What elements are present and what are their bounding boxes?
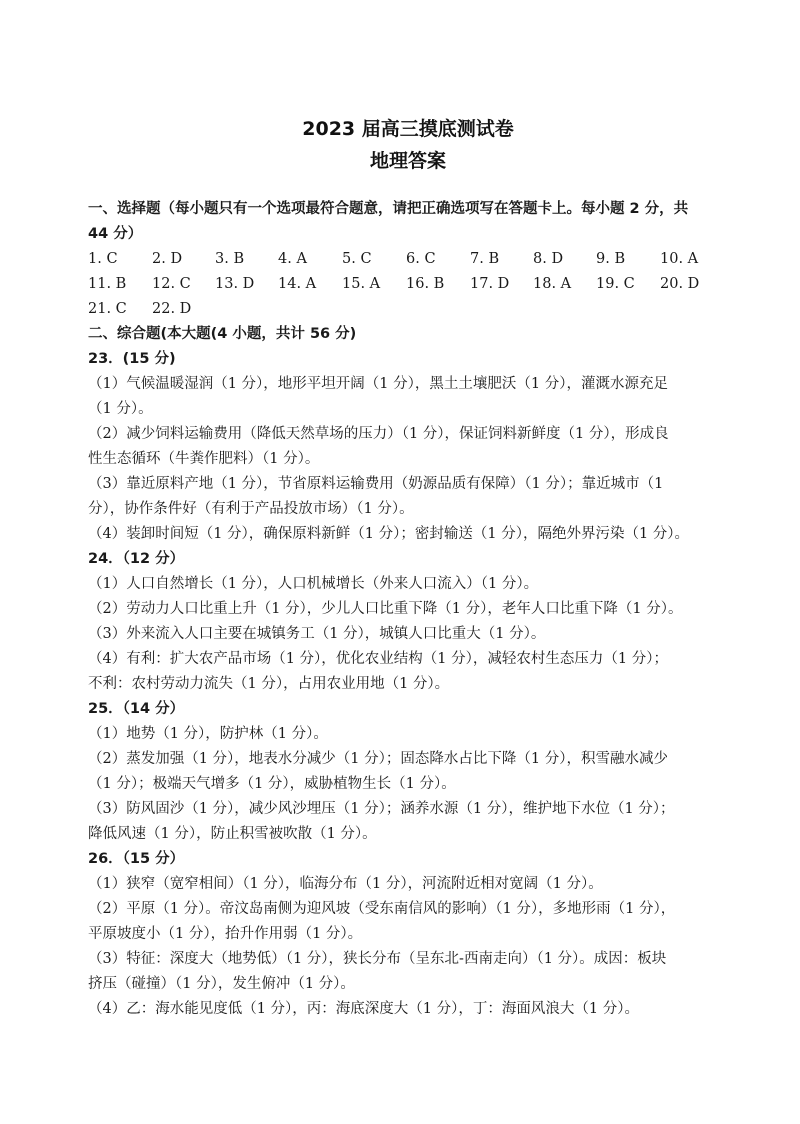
answer-line: （1 分）。 <box>88 401 153 417</box>
mcq-answer: 8. D <box>533 251 564 267</box>
question-26-heading: 26．（15 分） <box>88 851 185 867</box>
answer-line: （4）有利：扩大农产品市场（1 分），优化农业结构（1 分），减轻农村生态压力（1 分）； <box>88 651 668 667</box>
mcq-answer: 17. D <box>470 276 510 292</box>
mcq-answer: 18. A <box>533 276 572 292</box>
mcq-answer: 21. C <box>88 301 127 317</box>
answer-line: 挤压（碰撞）（1 分），发生俯冲（1 分）。 <box>88 976 355 992</box>
mcq-answer: 12. C <box>152 276 191 292</box>
page-subtitle: 地理答案 <box>369 150 446 172</box>
mcq-answer: 6. C <box>406 251 436 267</box>
answer-line: 性生态循环（牛粪作肥料）（1 分）。 <box>88 451 320 467</box>
answer-line: （3）外来流入人口主要在城镇务工（1 分），城镇人口比重大（1 分）。 <box>88 626 546 642</box>
answer-line: （3）靠近原料产地（1 分），节省原料运输费用（奶源品质有保障）（1 分）；靠近城市（1 <box>88 476 664 492</box>
answer-line: 分），协作条件好（有利于产品投放市场）（1 分）。 <box>88 501 414 517</box>
section2-heading: 二、综合题(本大题(4 小题，共计 56 分) <box>88 326 357 342</box>
mcq-answer-row <box>88 249 728 269</box>
answer-line: （4）装卸时间短（1 分），确保原料新鲜（1 分）；密封输送（1 分），隔绝外界污染（1 分）。 <box>88 526 690 542</box>
mcq-answer: 13. D <box>215 276 255 292</box>
section1-heading-cont: 44 分） <box>88 226 143 242</box>
mcq-answer: 15. A <box>342 276 381 292</box>
mcq-answer: 20. D <box>660 276 700 292</box>
answer-line: （4）乙：海水能见度低（1 分），丙：海底深度大（1 分），丁：海面风浪大（1 分）。 <box>88 1001 639 1017</box>
answer-line: （1）狭窄（宽窄相间）（1 分），临海分布（1 分），河流附近相对宽阔（1 分）。 <box>88 876 603 892</box>
section1-heading: 一、选择题（每小题只有一个选项最符合题意，请把正确选项写在答题卡上。每小题 2 分，共 <box>88 201 689 217</box>
answer-line: （1）地势（1 分），防护林（1 分）。 <box>88 726 328 742</box>
mcq-answer: 4. A <box>278 251 307 267</box>
mcq-answer: 11. B <box>88 276 127 292</box>
question-25-heading: 25．（14 分） <box>88 701 185 717</box>
mcq-answer: 10. A <box>660 251 699 267</box>
answer-line: （3）防风固沙（1 分），减少风沙埋压（1 分）；涵养水源（1 分），维护地下水位（1 分）； <box>88 801 675 817</box>
mcq-answer: 16. B <box>406 276 445 292</box>
mcq-answer: 1. C <box>88 251 118 267</box>
answer-line: （2）蒸发加强（1 分），地表水分减少（1 分）；固态降水占比下降（1 分），积雪融水减少 <box>88 751 668 767</box>
mcq-answer: 2. D <box>152 251 183 267</box>
answer-line: 不利：农村劳动力流失（1 分），占用农业用地（1 分）。 <box>88 676 450 692</box>
question-24-heading: 24．（12 分） <box>88 551 185 567</box>
answer-line: （2）劳动力人口比重上升（1 分），少儿人口比重下降（1 分），老年人口比重下降（1 分）。 <box>88 601 683 617</box>
mcq-answer: 22. D <box>152 301 192 317</box>
answer-line: 降低风速（1 分），防止积雪被吹散（1 分）。 <box>88 826 377 842</box>
mcq-answer: 5. C <box>342 251 372 267</box>
answer-line: （2）平原（1 分）。帝汶岛南侧为迎风坡（受东南信风的影响）（1 分），多地形雨（1 分）， <box>88 901 676 917</box>
mcq-answer: 19. C <box>596 276 635 292</box>
mcq-answer: 14. A <box>278 276 317 292</box>
mcq-answer: 9. B <box>596 251 626 267</box>
answer-line: （2）减少饲料运输费用（降低天然草场的压力）（1 分），保证饲料新鲜度（1 分），形成良 <box>88 426 669 442</box>
mcq-answer: 7. B <box>470 251 500 267</box>
answer-line: （3）特征：深度大（地势低）（1 分），狭长分布（呈东北-西南走向）（1 分）。成因：板块 <box>88 951 667 967</box>
mcq-answer-row <box>88 274 728 294</box>
question-23-heading: 23．(15 分) <box>88 351 176 367</box>
mcq-answer: 3. B <box>215 251 245 267</box>
page-title: 2023 届高三摸底测试卷 <box>302 118 514 140</box>
answer-line: 平原坡度小（1 分），抬升作用弱（1 分）。 <box>88 926 363 942</box>
answer-line: （1 分）；极端天气增多（1 分），威胁植物生长（1 分）。 <box>88 776 456 792</box>
answer-line: （1）人口自然增长（1 分），人口机械增长（外来人口流入）（1 分）。 <box>88 576 539 592</box>
mcq-answer-row <box>88 299 728 319</box>
answer-line: （1）气候温暖湿润（1 分），地形平坦开阔（1 分），黑土土壤肥沃（1 分），灌溉水源充足 <box>88 376 668 392</box>
